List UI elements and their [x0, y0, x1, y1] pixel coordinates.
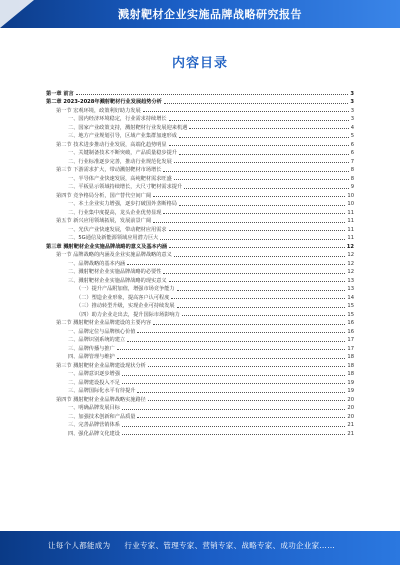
toc-entry-title: 第二章 2023-2028年溅射靶材行业发展趋势分析 [46, 99, 162, 105]
toc-entry-page: 9 [350, 184, 354, 190]
toc-entry[interactable] [46, 190, 354, 199]
toc-entry-page: 12 [347, 269, 354, 275]
toc-leader-dots [153, 323, 345, 325]
toc-leader-dots [179, 204, 345, 206]
toc-entry-title: （二）塑造企业形象，提高客户认可程度 [76, 294, 170, 301]
toc-entry[interactable] [46, 139, 354, 148]
toc-entry[interactable] [46, 267, 354, 276]
toc-entry-page: 11 [347, 218, 354, 224]
toc-entry-page: 8 [350, 167, 354, 173]
toc-leader-dots [117, 348, 346, 350]
toc-leader-dots [171, 297, 345, 299]
toc-entry-page: 13 [347, 286, 354, 292]
toc-entry-title: 第四节 竞争格局分析，国产替代空间广阔 [56, 192, 152, 199]
toc-entry-title: 第二节 溅射靶材企业品牌建设的主要内容 [56, 320, 152, 326]
toc-entry[interactable] [46, 343, 354, 352]
toc-entry-page: 20 [347, 396, 354, 403]
toc-entry-title: 第一节 宏观环境，政策利好助力发展 [56, 107, 141, 114]
toc-leader-dots [177, 289, 346, 291]
toc-entry[interactable] [46, 258, 354, 267]
toc-entry-title: 三、完善品牌营销体系 [68, 422, 120, 428]
toc-entry-title: 二、品牌建设投入不足 [68, 379, 120, 386]
toc-entry-page: 19 [347, 379, 354, 386]
toc-entry-title: （三）推动转型升级，实现企业可持续发展 [76, 303, 175, 309]
toc-entry-page: 14 [347, 294, 354, 301]
toc-entry-page: 10 [347, 192, 354, 199]
toc-entry-page: 17 [347, 337, 354, 343]
toc-entry[interactable] [46, 428, 354, 437]
toc-entry-title: 三、地方产业规划引导，区域产业集群加速形成 [68, 133, 177, 139]
toc-heading: 内容目录 [171, 56, 228, 71]
toc-leader-dots [127, 340, 345, 342]
toc-leader-dots [184, 187, 349, 189]
header-accent-shape [0, 0, 34, 28]
toc-entry-title: 一、关键制备技术不断突破，产品质量稳步提升 [68, 150, 177, 156]
toc-entry[interactable] [46, 292, 354, 301]
toc-entry-page: 21 [347, 430, 354, 437]
toc-entry-title: 一、品牌战略的基本内涵 [68, 260, 126, 267]
toc-entry-page: 17 [347, 345, 354, 352]
toc-leader-dots [174, 178, 349, 180]
toc-entry-page: 13 [347, 277, 354, 284]
toc-entry-title: 二、行业标准逐步完善，推动行业规范化发展 [68, 158, 172, 165]
toc-leader-dots [169, 119, 349, 121]
toc-leader-dots [182, 314, 346, 316]
toc-entry[interactable] [46, 284, 354, 293]
toc-entry-title: 二、平板显示领域持续增长，大尺寸靶材需求提升 [68, 184, 183, 190]
toc-entry-page: 3 [350, 99, 354, 105]
toc-leader-dots [174, 255, 346, 257]
toc-entry-title: 第二节 技术进步推动行业发展，高端化趋势明显 [56, 141, 167, 148]
toc-entry[interactable] [46, 394, 354, 403]
toc-entry-page: 18 [347, 362, 354, 369]
toc-leader-dots [179, 136, 349, 138]
toc-leader-dots [169, 144, 349, 146]
toc-leader-dots [163, 170, 348, 172]
toc-entry-title: 第四节 溅射靶材企业品牌战略实施路径 [56, 396, 146, 403]
toc-leader-dots [174, 161, 349, 163]
toc-leader-dots [189, 127, 348, 129]
toc-leader-dots [164, 102, 349, 104]
toc-leader-dots [160, 238, 345, 240]
toc-entry-title: 一、明确品牌发展目标 [68, 405, 120, 411]
toc-entry[interactable] [46, 335, 354, 344]
toc-entry-title: 三、品牌国际化水平有待提升 [68, 388, 136, 394]
toc-entry-title: 第三章 溅射靶材企业实施品牌战略的意义及基本内涵 [46, 243, 168, 250]
toc-entry-page: 16 [347, 328, 354, 335]
toc-leader-dots [137, 391, 345, 393]
toc-entry[interactable] [46, 386, 354, 395]
toc-entry-page: 7 [350, 158, 354, 165]
toc-entry-title: 二、5G通信及新能源领域应用潜力巨大 [68, 235, 159, 241]
toc-entry[interactable] [46, 360, 354, 369]
toc-leader-dots [169, 229, 346, 231]
toc-entry-page: 6 [350, 141, 354, 148]
toc-entry[interactable] [46, 224, 354, 233]
toc-leader-dots [137, 416, 345, 418]
toc-entry[interactable] [46, 377, 354, 386]
toc-entry[interactable] [46, 156, 354, 165]
footer-slogan-right: 行业专家、管理专家、营销专家、战略专家、成功企业家…… [124, 541, 336, 550]
toc-entry-title: （一）提升产品附加值，增强市场竞争能力 [76, 286, 175, 292]
toc-entry-title: 第五节 新兴应用领域拓展，发展前景广阔 [56, 218, 152, 224]
toc-entry-page: 21 [347, 422, 354, 428]
toc-leader-dots [137, 331, 345, 333]
toc-leader-dots [163, 272, 345, 274]
toc-entry[interactable] [46, 275, 354, 284]
toc-leader-dots [122, 408, 346, 410]
toc-leader-dots [169, 280, 346, 282]
toc-entry-title: 四、品牌管理与维护 [68, 354, 115, 360]
toc-entry-title: 第一章 前言 [46, 90, 74, 97]
toc-entry[interactable] [46, 369, 354, 378]
toc-entry[interactable] [46, 301, 354, 310]
toc-entry[interactable] [46, 403, 354, 412]
toc-entry-page: 3 [350, 116, 354, 122]
toc-entry[interactable] [46, 105, 354, 114]
toc-entry-page: 15 [347, 303, 354, 309]
toc-leader-dots [122, 382, 346, 384]
toc-entry-page: 3 [350, 107, 354, 114]
toc-entry-title: 第一节 品牌战略的内涵及企业实施品牌战略的意义 [56, 252, 172, 258]
toc-entry[interactable] [46, 233, 354, 242]
toc-entry-title: 一、品牌意识逐步增强 [68, 371, 120, 377]
toc-leader-dots [148, 365, 346, 367]
toc-entry-page: 18 [347, 354, 354, 360]
toc-entry-title: 三、溅射靶材企业实施品牌战略的现实意义 [68, 277, 167, 284]
report-title: 溅射靶材企业实施品牌战略研究报告 [118, 8, 302, 21]
toc-entry-page: 12 [346, 243, 354, 250]
toc-leader-dots [169, 246, 345, 248]
toc-entry-page: 6 [350, 150, 354, 156]
toc-entry-page: 12 [347, 260, 354, 267]
toc-entry-page: 11 [347, 226, 354, 233]
toc-entry-page: 20 [347, 413, 354, 420]
toc-entry[interactable] [46, 241, 354, 250]
toc-leader-dots [122, 374, 346, 376]
toc-entry-title: 第三节 下游需求扩大，带动溅射靶材市场增长 [56, 167, 162, 173]
toc-entry-title: 一、国内经济环境稳定，行业需求持续增长 [68, 116, 167, 122]
toc-leader-dots [76, 93, 349, 95]
toc-entry[interactable] [46, 131, 354, 140]
toc-entry-page: 12 [347, 252, 354, 258]
toc-entry[interactable] [46, 122, 354, 131]
toc-entry[interactable] [46, 309, 354, 318]
toc-entry-page: 4 [350, 124, 354, 131]
toc-entry[interactable] [46, 148, 354, 157]
toc-entry-title: 二、国家产业政策支持，溅射靶材行业发展迎来机遇 [68, 124, 188, 131]
toc-leader-dots [153, 221, 345, 223]
toc-entry-page: 5 [350, 133, 354, 139]
toc-entry[interactable] [46, 411, 354, 420]
toc-leader-dots [117, 357, 346, 359]
footer-slogan [48, 540, 378, 551]
toc-entry-title: 三、品牌传播与推广 [68, 345, 115, 352]
toc-entry-title: 一、半导体产业快速发展，高纯靶材需求旺盛 [68, 175, 172, 182]
toc-leader-dots [122, 433, 346, 435]
toc-entry-title: 一、光伏产业快速发展，带动靶材应用需求 [68, 226, 167, 233]
toc-entry-title: 二、行业集中度提高，龙头企业优势显现 [68, 209, 162, 216]
toc-entry-title: 二、溅射靶材企业实施品牌战略的必要性 [68, 269, 162, 275]
toc-entry[interactable] [46, 88, 354, 97]
toc-leader-dots [153, 195, 345, 197]
toc-leader-dots [148, 399, 346, 401]
toc-leader-dots [163, 212, 345, 214]
footer-slogan-left: 让每个人都能成为 [48, 541, 111, 550]
toc-leader-dots [127, 263, 345, 265]
toc-entry[interactable] [46, 114, 354, 123]
toc-entry[interactable] [46, 173, 354, 182]
toc-leader-dots [143, 110, 349, 112]
toc-entry-page: 19 [347, 388, 354, 394]
toc-entry-page: 16 [347, 320, 354, 326]
toc-entry-page: 18 [347, 371, 354, 377]
toc-entry[interactable] [46, 182, 354, 191]
toc-entry-page: 20 [347, 405, 354, 411]
toc-leader-dots [177, 306, 346, 308]
toc-entry-title: 二、品牌识别系统的建立 [68, 337, 126, 343]
toc-entry[interactable] [46, 326, 354, 335]
toc-entry[interactable] [46, 207, 354, 216]
toc-entry-title: （四）助力企业走出去，提升国际市场影响力 [76, 311, 180, 318]
toc-leader-dots [179, 153, 349, 155]
toc-entry[interactable] [46, 352, 354, 361]
toc-entry-title: 第三节 溅射靶材企业品牌建设现状分析 [56, 362, 146, 369]
toc-entry[interactable] [46, 199, 354, 208]
toc-entry-page: 15 [347, 311, 354, 318]
toc-entry-title: 一、品牌定位与品牌核心价值 [68, 328, 136, 335]
toc-entry-page: 11 [347, 209, 354, 216]
toc-entry[interactable] [46, 318, 354, 327]
toc-entry-title: 一、本土企业实力增强，逐步打破国外垄断格局 [68, 201, 177, 207]
toc-entry-page: 10 [347, 201, 354, 207]
toc-entry-page: 8 [350, 175, 354, 182]
toc-entry-page: 3 [350, 90, 354, 97]
toc-entry-title: 二、加强技术创新和产品质量 [68, 413, 136, 420]
toc-entry-title: 四、强化品牌文化建设 [68, 430, 120, 437]
toc-entry[interactable] [46, 165, 354, 174]
toc-entry[interactable] [46, 420, 354, 429]
toc-entry[interactable] [46, 216, 354, 225]
toc-entry[interactable] [46, 97, 354, 106]
toc-entry[interactable] [46, 250, 354, 259]
toc-leader-dots [122, 425, 346, 427]
table-of-contents [46, 88, 354, 437]
toc-entry-page: 11 [347, 235, 354, 241]
